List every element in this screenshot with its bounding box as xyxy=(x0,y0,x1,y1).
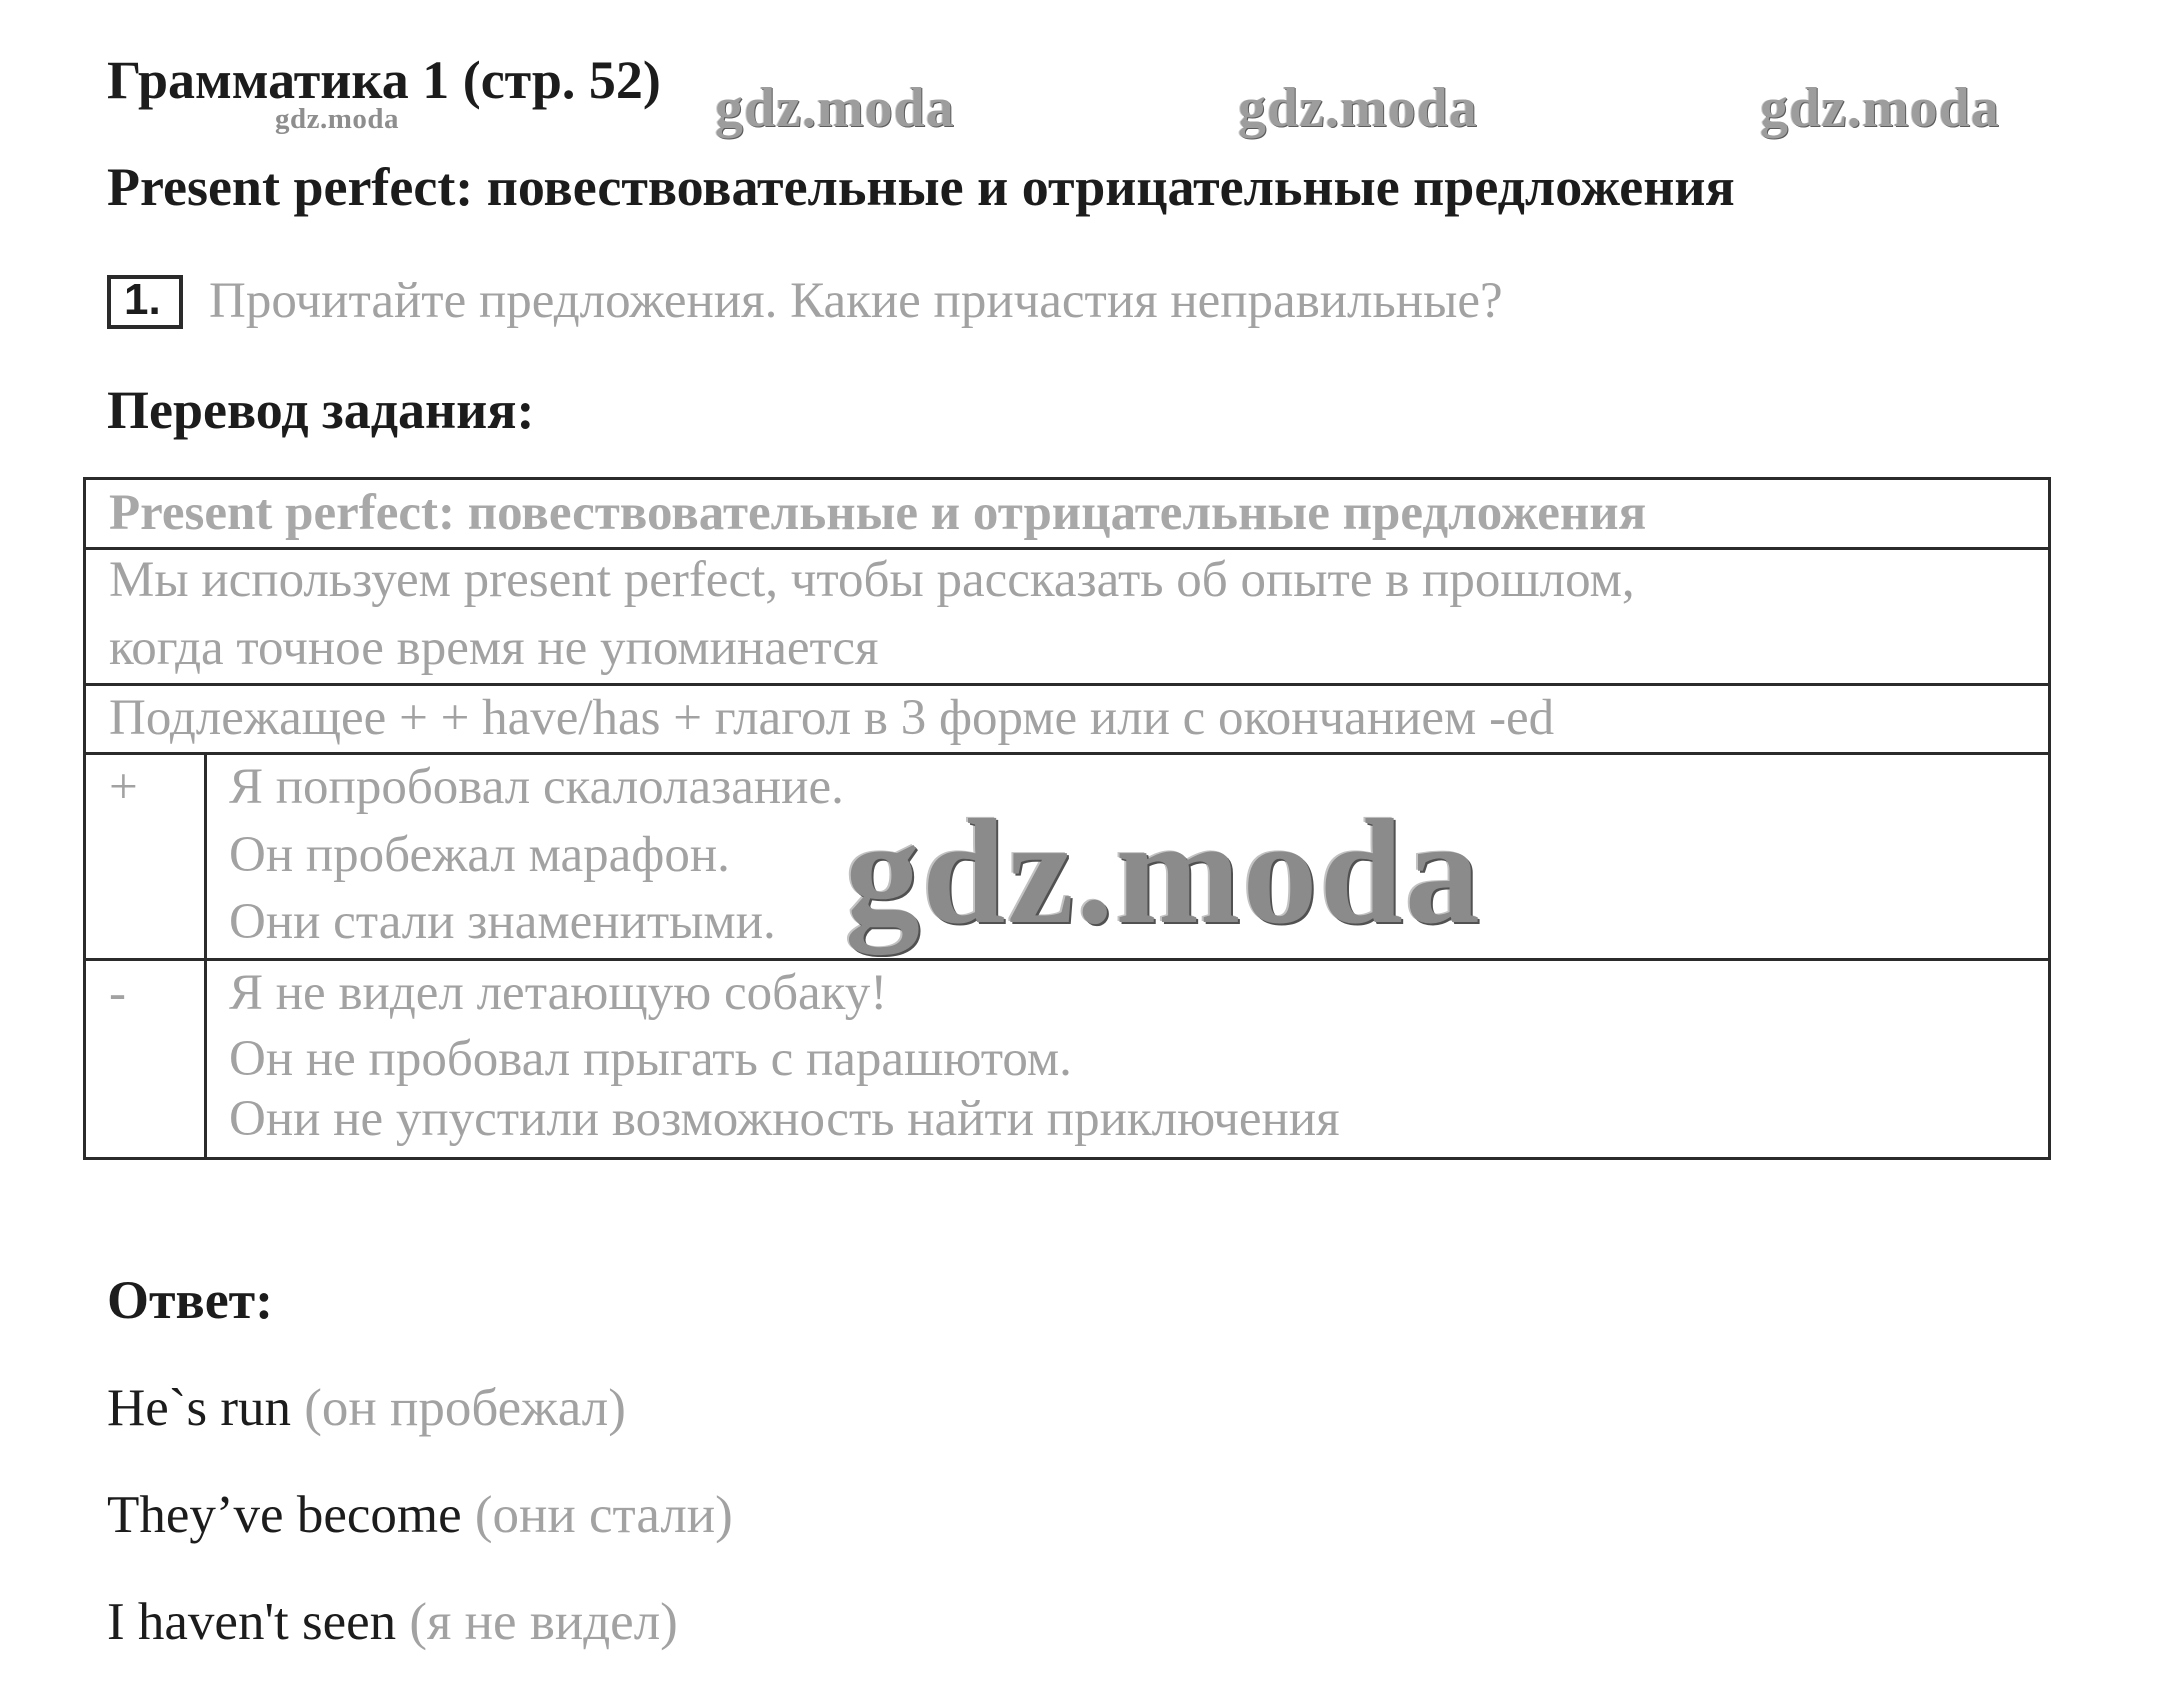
task-number-dot: . xyxy=(148,275,161,324)
negative-example: Он не пробовал прыгать с парашютом. xyxy=(229,1031,1072,1087)
answer-english: I haven't seen xyxy=(107,1593,397,1651)
positive-sign: + xyxy=(109,759,138,815)
answer-english: They’ve become xyxy=(107,1486,462,1544)
table-formula-cell: Подлежащее + + have/has + глагол в 3 форме или с окончанием -ed xyxy=(109,690,1555,746)
translation-heading: Перевод задания: xyxy=(107,380,535,440)
watermark-top-3: gdz.moda xyxy=(1760,77,2000,139)
answer-heading: Ответ: xyxy=(107,1270,274,1330)
watermark-center: gdz.moda xyxy=(845,789,1482,955)
table-usage-line-1: Мы используем present perfect, чтобы рассказать об опыте в прошлом, xyxy=(109,552,1635,608)
watermark-top-1: gdz.moda xyxy=(715,77,955,139)
answer-translation: (я не видел) xyxy=(409,1593,678,1651)
positive-example: Они стали знаменитыми. xyxy=(229,894,776,950)
table-header-cell: Present perfect: повествовательные и отрицательные предложения xyxy=(109,485,1647,541)
section-subtitle: Present perfect: повествовательные и отрицательные предложения xyxy=(107,157,1735,217)
answer-item xyxy=(107,1375,626,1441)
answer-item xyxy=(107,1482,733,1548)
answer-item xyxy=(107,1589,678,1655)
table-column-divider xyxy=(204,752,207,1160)
negative-sign: - xyxy=(109,965,126,1021)
answer-english: He`s run xyxy=(107,1379,291,1437)
watermark-small: gdz.moda xyxy=(275,103,400,135)
answer-translation: (он пробежал) xyxy=(304,1379,626,1437)
task-number-box xyxy=(107,275,183,329)
task-number: 1 xyxy=(124,275,149,324)
positive-example: Он пробежал марафон. xyxy=(229,827,730,883)
positive-example: Я попробовал скалолазание. xyxy=(229,759,844,815)
task-instruction: Прочитайте предложения. Какие причастия неправильные? xyxy=(209,273,1503,329)
negative-example: Я не видел летающую собаку! xyxy=(229,965,888,1021)
page-title: Грамматика 1 (стр. 52) xyxy=(107,50,661,110)
answer-translation: (они стали) xyxy=(474,1486,733,1544)
table-usage-line-2: когда точное время не упоминается xyxy=(109,620,879,676)
negative-example: Они не упустили возможность найти приключения xyxy=(229,1091,1340,1147)
watermark-top-2: gdz.moda xyxy=(1238,77,1478,139)
